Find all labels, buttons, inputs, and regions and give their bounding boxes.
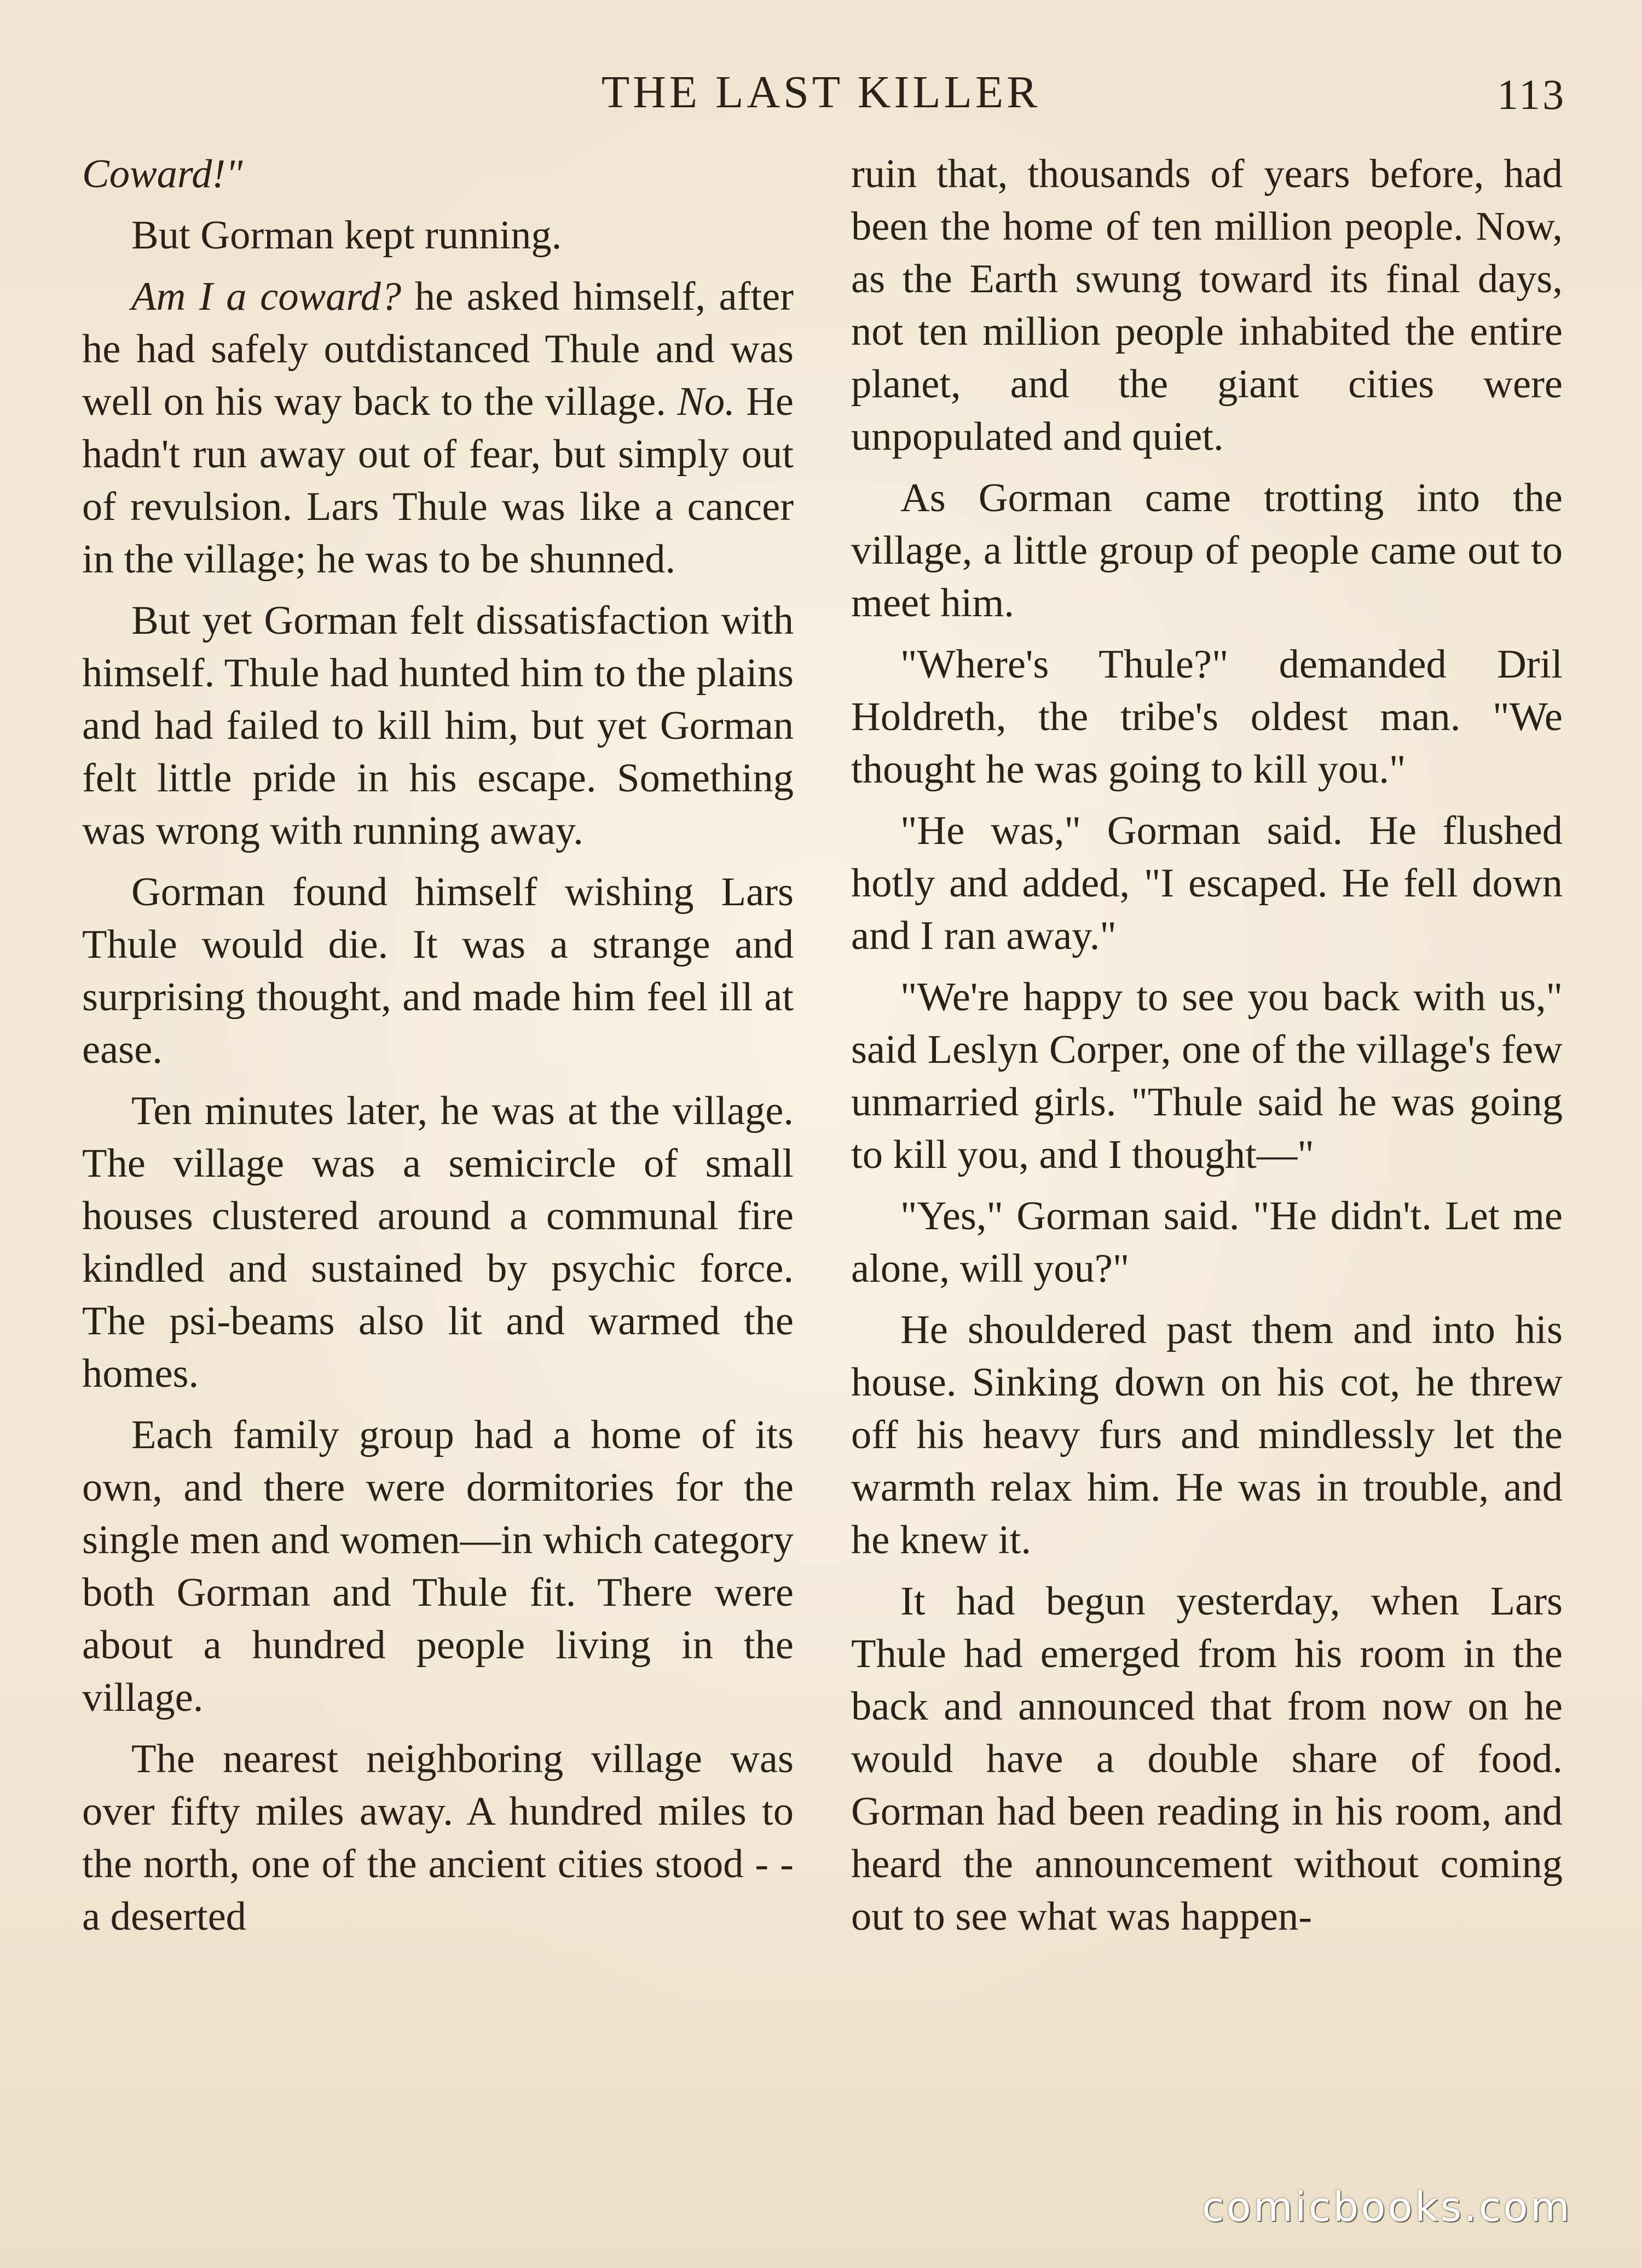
paragraph <box>851 971 1563 1181</box>
paragraph <box>851 638 1563 796</box>
italic-text: No. <box>677 379 735 424</box>
paragraph <box>82 866 794 1076</box>
text-run: But Gorman kept running. <box>131 213 562 258</box>
text-run: ruin that, thousands of years before, had been the home of ten million people. Now, as the Earth swung toward its final days, not ten million people inhabited the entire planet, and the giant cities were unpopulated and quiet. <box>851 152 1563 459</box>
text-run: "Yes," Gorman said. "He didn't. Let me alone, will you?" <box>851 1194 1563 1291</box>
text-run: He shouldered past them and into his house. Sinking down on his cot, he threw off his heavy furs and mindlessly let the warmth relax him. He was in trouble, and he knew it. <box>851 1307 1563 1563</box>
text-run: Ten minutes later, he was at the village. The village was a semicircle of small houses clustered around a communal fire kindled and sustained by psychic force. The psi-beams also lit and warmed the homes. <box>82 1089 794 1396</box>
text-run: "He was," Gorman said. He flushed hotly and added, "I escaped. He fell down and I ran away." <box>851 808 1563 958</box>
paragraph <box>82 270 794 586</box>
page-number: 113 <box>1497 71 1566 118</box>
watermark-text: comicbooks.com <box>1202 2184 1572 2231</box>
paragraph <box>82 209 794 262</box>
text-run: He hadn't run away out of fear, but simply out of revulsion. Lars Thule was like a cancer in the village; he was to be shunned. <box>82 379 794 582</box>
paragraph <box>82 1409 794 1724</box>
text-run: It had begun yesterday, when Lars Thule had emerged from his room in the back and announced that from now on he would have a double share of food. Gorman had been reading in his room, and heard the announcement without coming out to see what was happen- <box>851 1579 1563 1939</box>
paragraph <box>82 148 794 200</box>
paragraph <box>851 148 1563 463</box>
right-text-column <box>851 148 1563 2200</box>
paragraph <box>82 1085 794 1400</box>
text-run: "We're happy to see you back with us," said Leslyn Corper, one of the village's few unmarried girls. "Thule said he was going to kill you, and I thought—" <box>851 975 1563 1177</box>
paragraph <box>851 472 1563 629</box>
text-run: he asked himself, after he had safely outdistanced Thule and was well on his way back to the village. <box>82 274 794 424</box>
text-run: As Gorman came trotting into the village, a little group of people came out to meet him. <box>851 476 1563 626</box>
text-run: Each family group had a home of its own, and there were dormitories for the single men and women—in which category both Gorman and Thule fit. There were about a hundred people living in the village. <box>82 1413 794 1720</box>
paragraph <box>82 594 794 857</box>
text-run: "Where's Thule?" demanded Dril Holdreth, the tribe's oldest man. "We thought he was going to kill you." <box>851 642 1563 792</box>
paragraph <box>851 1190 1563 1295</box>
paragraph <box>851 1575 1563 1943</box>
text-run: The nearest neighboring village was over fifty miles away. A hundred miles to the north, one of the ancient cities stood - - a deserted <box>82 1737 794 1939</box>
text-run: But yet Gorman felt dissatisfaction with himself. Thule had hunted him to the plains and had failed to kill him, but yet Gorman felt little pride in his escape. Something was wrong with running away. <box>82 598 794 853</box>
text-run: Gorman found himself wishing Lars Thule would die. It was a strange and surprising thought, and made him feel ill at ease. <box>82 870 794 1072</box>
paragraph <box>851 1304 1563 1566</box>
left-text-column <box>82 148 794 2200</box>
paragraph <box>82 1733 794 1943</box>
italic-text: Am I a coward? <box>131 274 402 319</box>
italic-text: Coward!" <box>82 152 243 196</box>
running-head-title: THE LAST KILLER <box>601 67 1041 118</box>
paragraph <box>851 805 1563 962</box>
